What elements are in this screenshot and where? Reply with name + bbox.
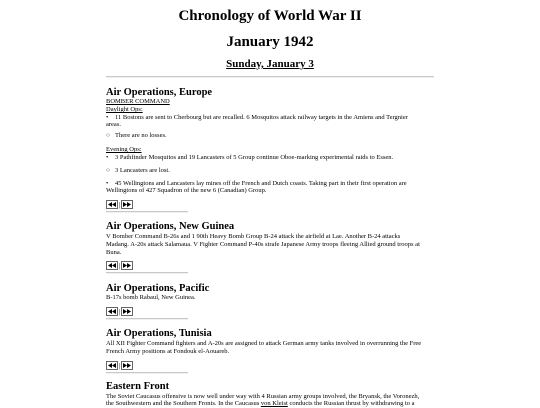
list-item: ○ There are no losses.: [106, 132, 167, 139]
nav-separator: |: [119, 261, 121, 270]
prev-button[interactable]: [106, 200, 121, 209]
divider: [106, 76, 434, 78]
section-text: Madang. A-20s attack Salamaua. V Fighter Command P-40s strafe Japanese Army troops fleeing Allied ground troops at: [106, 241, 420, 248]
section-text: All XII Fighter Command fighters and A-20s are assigned to attack German army tanks involved in overrunning the Free: [106, 340, 422, 347]
circle-bullet-icon: ○: [106, 167, 110, 174]
list-item: • 11 Bostons are sent to Cherbourg but are recalled. 6 Mosquitos attack railway targets in the Amiens and Tergnier: [106, 114, 408, 121]
divider: [106, 211, 188, 213]
nav-separator: |: [119, 361, 121, 370]
section-text: B-17s bomb Rabaul, New Guinea.: [106, 294, 196, 301]
page-subtitle: January 1942: [226, 34, 314, 50]
bullet-icon: •: [106, 154, 109, 161]
divider: [106, 372, 188, 374]
section-text: V Bomber Command B-26s and 1 90th Heavy Bomb Group B-24 attack the airfield at Lae. Another B-24 attacks: [106, 233, 401, 240]
prev-button[interactable]: [106, 307, 121, 316]
list-item: • 45 Wellingtons and Lancasters lay mines off the French and Dutch coasts. Taking part in their first operation are: [106, 180, 407, 187]
section-nav: [106, 200, 133, 209]
prev-button[interactable]: [106, 361, 121, 370]
list-item-cont: areas.: [106, 121, 121, 128]
divider: [106, 318, 188, 320]
section-nav: [106, 361, 133, 370]
bomber-command-link[interactable]: BOMBER COMMAND: [106, 98, 170, 105]
section-title: Air Operations, Pacific: [106, 283, 210, 294]
section-text: French Army positions at Fondouk el-Aouareb.: [106, 348, 230, 355]
list-item-cont: Wellingtons of 427 Squadron of the new 6 (Canadian) Group.: [106, 187, 267, 194]
section-title: Air Operations, New Guinea: [106, 221, 235, 232]
section-title: Eastern Front: [106, 381, 170, 392]
next-button[interactable]: [121, 361, 133, 370]
von-kleist-link[interactable]: von Kleist: [260, 400, 288, 407]
bullet-icon: •: [106, 180, 109, 187]
section-title: Air Operations, Tunisia: [106, 328, 212, 339]
date-link[interactable]: Sunday, January 3: [226, 58, 314, 70]
nav-separator: |: [119, 307, 121, 316]
section-nav: [106, 261, 133, 270]
next-button[interactable]: [121, 261, 133, 270]
section-nav: [106, 307, 133, 316]
evening-ops-label: Evening Ops:: [106, 146, 142, 153]
circle-bullet-icon: ○: [106, 132, 110, 139]
nav-separator: |: [119, 200, 121, 209]
section-text: the Southwestern and the Southern Fronts. In the Caucasus von Kleist conducts the Russian thrust by withdrawing to a: [106, 400, 415, 407]
daylight-ops-label: Daylight Ops:: [106, 106, 143, 113]
prev-button[interactable]: [106, 261, 121, 270]
list-item: • 3 Pathfinder Mosquitos and 19 Lancasters of 5 Group continue Oboe-marking experimental raids to Essen.: [106, 154, 394, 161]
list-item: ○ 3 Lancasters are lost.: [106, 167, 170, 174]
section-text: The Soviet Caucasus offensive is now well under way with 4 Russian army groups involved, the Bryansk, the Voronezh,: [106, 393, 420, 400]
bullet-icon: •: [106, 114, 109, 121]
divider: [106, 272, 188, 274]
section-text: Buna.: [106, 249, 122, 256]
next-button[interactable]: [121, 200, 133, 209]
section-title: Air Operations, Europe: [106, 87, 213, 98]
next-button[interactable]: [121, 307, 133, 316]
page-title: Chronology of World War II: [178, 8, 362, 24]
